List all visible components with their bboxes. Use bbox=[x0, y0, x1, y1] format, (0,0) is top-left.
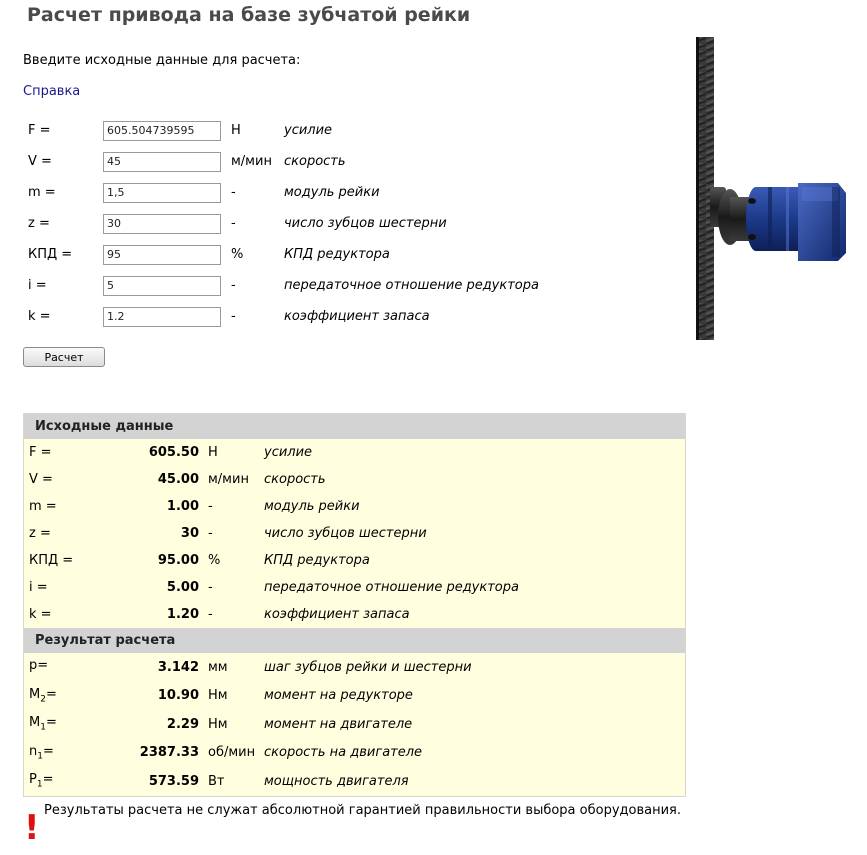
row-unit: Н bbox=[208, 445, 218, 460]
result-table bbox=[24, 653, 685, 796]
row-desc: модуль рейки bbox=[264, 499, 360, 514]
row-desc: коэффициент запаса bbox=[264, 607, 410, 622]
table-row bbox=[24, 574, 685, 601]
row-value: 3.142 bbox=[157, 659, 199, 675]
row-unit: Вт bbox=[208, 773, 225, 789]
input-unit: - bbox=[231, 278, 236, 293]
row-label: $M_1=$ bbox=[29, 715, 57, 734]
row-unit: - bbox=[208, 580, 213, 595]
row-value: 1.20 bbox=[166, 607, 199, 622]
row-label: $M_2=$ bbox=[29, 686, 57, 705]
row-desc: КПД редуктора bbox=[264, 553, 370, 568]
row-desc: шаг зубцов рейки и шестерни bbox=[264, 659, 472, 675]
row-desc: число зубцов шестерни bbox=[264, 526, 427, 541]
help-link[interactable]: Справка bbox=[23, 84, 81, 99]
row-desc: скорость bbox=[264, 472, 326, 487]
input-desc: КПД редуктора bbox=[284, 247, 390, 262]
input-row-module bbox=[23, 177, 539, 208]
results-panel bbox=[23, 413, 686, 797]
table-row bbox=[24, 520, 685, 547]
row-desc: момент на двигателе bbox=[264, 716, 413, 732]
intro-text: Введите исходные данные для расчета: bbox=[23, 53, 301, 68]
input-unit: Н bbox=[231, 123, 241, 138]
row-desc: момент на редукторе bbox=[264, 688, 413, 704]
row-value: 95.00 bbox=[157, 553, 199, 568]
input-desc: скорость bbox=[284, 154, 346, 169]
table-row bbox=[24, 466, 685, 493]
input-desc: коэффициент запаса bbox=[284, 309, 430, 324]
input-desc: усилие bbox=[284, 123, 333, 138]
row-unit: % bbox=[208, 553, 221, 568]
row-unit: - bbox=[208, 526, 213, 541]
row-label: $P_1=$ bbox=[29, 772, 54, 791]
input-row-safety bbox=[23, 301, 539, 332]
input-row-force bbox=[23, 115, 539, 146]
input-desc: передаточное отношение редуктора bbox=[284, 278, 539, 293]
row-value: 30 bbox=[180, 526, 199, 541]
row-desc: скорость на двигателе bbox=[264, 745, 423, 761]
force-input[interactable] bbox=[103, 121, 221, 141]
row-label: k = bbox=[29, 607, 52, 622]
input-label: k = bbox=[28, 309, 51, 324]
row-unit: Нм bbox=[208, 688, 228, 704]
row-value: 2.29 bbox=[166, 716, 199, 732]
input-unit: м/мин bbox=[231, 154, 272, 169]
table-row bbox=[24, 682, 685, 711]
input-row-ratio bbox=[23, 270, 539, 301]
row-unit: м/мин bbox=[208, 472, 249, 487]
input-label: i = bbox=[28, 278, 47, 293]
input-section-heading: Исходные данные bbox=[24, 414, 685, 439]
table-row bbox=[24, 547, 685, 574]
warning-icon: ! bbox=[24, 808, 40, 848]
input-unit: % bbox=[231, 247, 244, 262]
row-label: F = bbox=[29, 445, 52, 460]
input-label: z = bbox=[28, 216, 50, 231]
table-row bbox=[24, 493, 685, 520]
input-row-speed bbox=[23, 146, 539, 177]
row-value: 2387.33 bbox=[139, 745, 199, 761]
row-label: i = bbox=[29, 580, 48, 595]
result-section-heading: Результат расчета bbox=[24, 628, 685, 653]
input-unit: - bbox=[231, 185, 236, 200]
input-label: V = bbox=[28, 154, 52, 169]
input-desc: число зубцов шестерни bbox=[284, 216, 447, 231]
row-label: p= bbox=[29, 658, 49, 674]
row-value: 10.90 bbox=[157, 688, 199, 704]
row-label: V = bbox=[29, 472, 53, 487]
ratio-input[interactable] bbox=[103, 276, 221, 296]
input-form-table bbox=[23, 115, 539, 332]
table-row bbox=[24, 439, 685, 466]
row-label: КПД = bbox=[29, 553, 74, 568]
row-label: m = bbox=[29, 499, 57, 514]
input-desc: модуль рейки bbox=[284, 185, 380, 200]
input-row-teeth bbox=[23, 208, 539, 239]
row-desc: передаточное отношение редуктора bbox=[264, 580, 519, 595]
page-title: Расчет привода на базе зубчатой рейки bbox=[27, 4, 471, 26]
row-desc: мощность двигателя bbox=[264, 773, 409, 789]
row-label: z = bbox=[29, 526, 51, 541]
row-value: 573.59 bbox=[148, 773, 199, 789]
table-row bbox=[24, 767, 685, 796]
row-value: 605.50 bbox=[148, 445, 199, 460]
table-row bbox=[24, 739, 685, 768]
teeth-input[interactable] bbox=[103, 214, 221, 234]
safety-factor-input[interactable] bbox=[103, 307, 221, 327]
row-value: 1.00 bbox=[166, 499, 199, 514]
input-summary-table bbox=[24, 439, 685, 628]
table-row bbox=[24, 653, 685, 682]
row-value: 45.00 bbox=[157, 472, 199, 487]
row-unit: Нм bbox=[208, 716, 228, 732]
row-desc: усилие bbox=[264, 445, 313, 460]
row-unit: - bbox=[208, 607, 213, 622]
row-unit: - bbox=[208, 499, 213, 514]
row-value: 5.00 bbox=[166, 580, 199, 595]
table-row bbox=[24, 710, 685, 739]
rack-pinion-drive-image bbox=[690, 37, 850, 340]
calculate-button[interactable]: Расчет bbox=[23, 347, 105, 367]
row-unit: об/мин bbox=[208, 745, 256, 761]
disclaimer-text: Результаты расчета не служат абсолютной гарантией правильности выбора оборудования. bbox=[44, 803, 681, 818]
input-label: m = bbox=[28, 185, 56, 200]
input-unit: - bbox=[231, 216, 236, 231]
input-unit: - bbox=[231, 309, 236, 324]
input-label: F = bbox=[28, 123, 51, 138]
input-label: КПД = bbox=[28, 247, 73, 262]
row-label: $n_1=$ bbox=[29, 743, 54, 762]
table-row bbox=[24, 601, 685, 628]
row-unit: мм bbox=[208, 659, 228, 675]
speed-input[interactable] bbox=[103, 152, 221, 172]
efficiency-input[interactable] bbox=[103, 245, 221, 265]
module-input[interactable] bbox=[103, 183, 221, 203]
input-row-efficiency bbox=[23, 239, 539, 270]
